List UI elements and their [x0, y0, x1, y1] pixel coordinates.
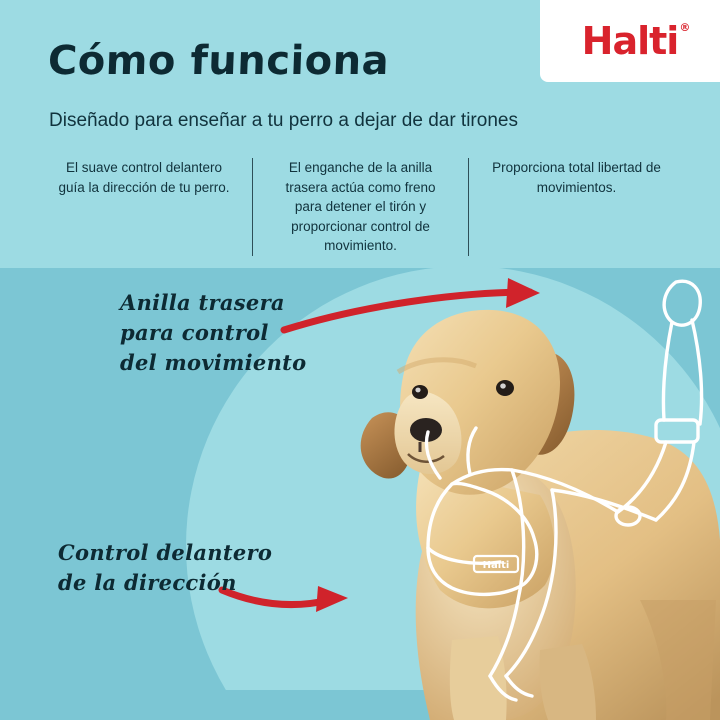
- callout-front-control-line1: Control delantero: [58, 540, 273, 565]
- arrow-top-head: [506, 278, 540, 308]
- callout-back-ring: [120, 288, 306, 377]
- leash-handle-loop: [664, 281, 700, 325]
- registered-mark: ®: [679, 21, 690, 34]
- feature-column-1: El suave control delantero guía la dirección de tu perro.: [58, 160, 230, 195]
- feature-column-2: El enganche de la anilla trasera actúa como freno para detener el tirón y proporcionar control de movimiento.: [252, 158, 468, 256]
- back-strap: [452, 470, 618, 512]
- neck-strap: [427, 432, 441, 478]
- page-title: Cómo funciona: [47, 38, 390, 84]
- callout-back-ring-line3: del movimiento: [120, 349, 307, 375]
- page-subtitle: Diseñado para enseñar a tu perro a dejar de dar tirones: [49, 110, 518, 131]
- leash-slider-buckle: [656, 420, 698, 442]
- brand-name: Halti: [581, 19, 679, 63]
- callout-back-ring-line2: para control: [120, 319, 269, 345]
- girth-strap: [506, 490, 556, 676]
- brand-logo: [540, 0, 720, 82]
- callout-back-ring-line1: Anilla trasera: [120, 290, 285, 315]
- feature-column-3: Proporciona total libertad de movimientos.: [468, 158, 684, 256]
- callout-front-control: [58, 538, 272, 598]
- callout-front-control-line2: de la dirección: [58, 569, 237, 595]
- brand-logo-text: [581, 19, 690, 63]
- harness-tag-text: Halti: [482, 560, 510, 571]
- arrow-top-curve: [284, 292, 530, 330]
- feature-columns: [36, 158, 684, 256]
- arrow-bottom-head: [316, 586, 348, 612]
